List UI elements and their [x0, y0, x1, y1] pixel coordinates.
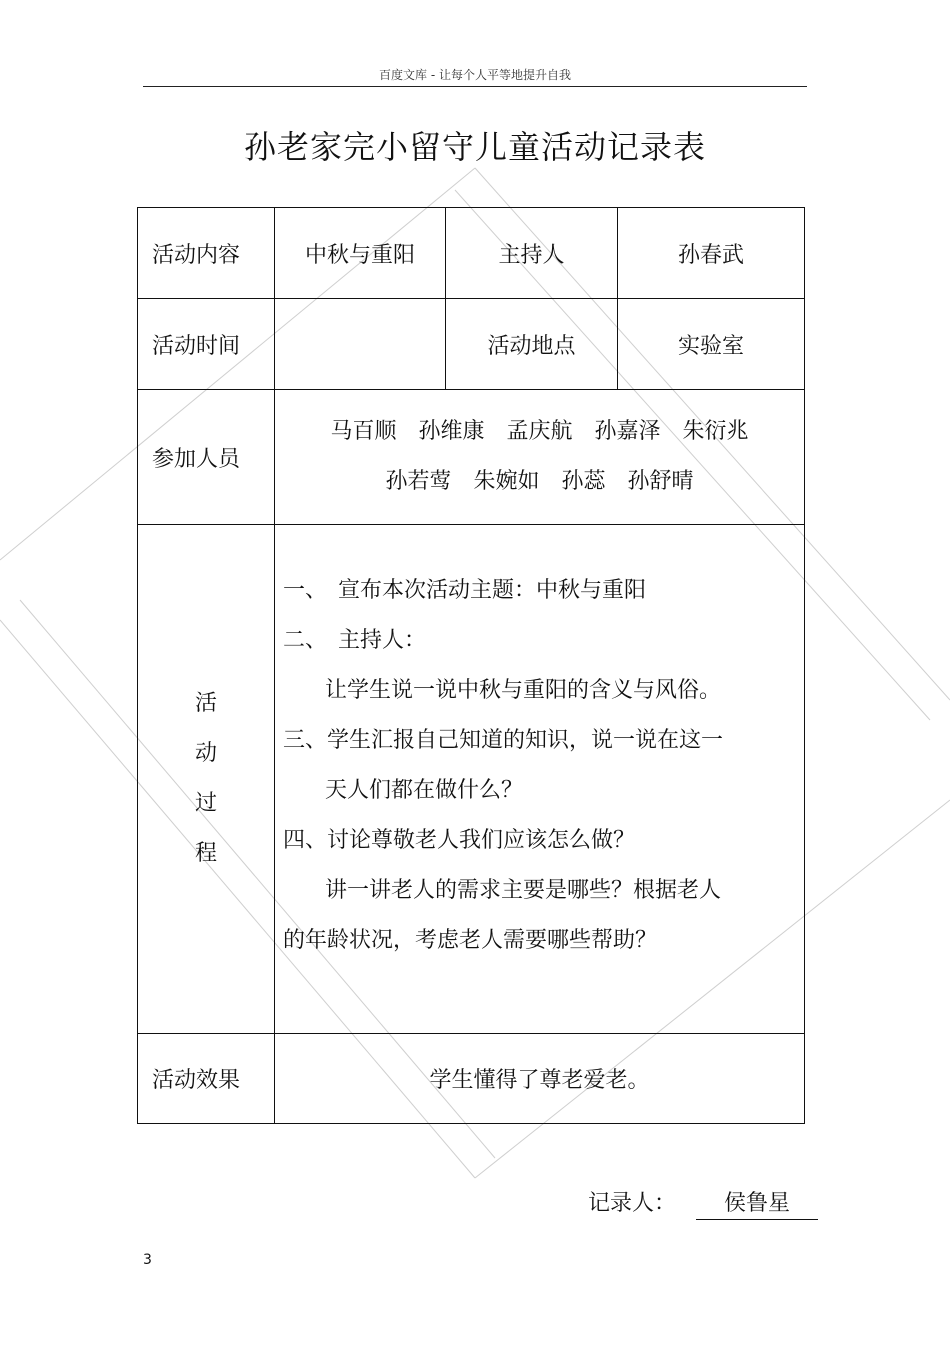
header-text: 百度文库 - 让每个人平等地提升自我 [379, 68, 571, 82]
effect-value: 学生懂得了尊老爱老。 [275, 1034, 805, 1124]
process-label-char: 程 [194, 841, 217, 866]
table-row [138, 525, 805, 1034]
process-line: 四、讨论尊敬老人我们应该怎么做？ [283, 828, 636, 853]
table-row [138, 208, 805, 299]
activity-time-value [275, 299, 446, 390]
activity-record-table [137, 207, 805, 1124]
recorder-label: 记录人： [588, 1191, 677, 1216]
table-row [138, 299, 805, 390]
table-row [138, 1034, 805, 1124]
host-value: 孙春武 [618, 208, 805, 299]
table-row [138, 390, 805, 525]
process-line: 的年龄状况，考虑老人需要哪些帮助？ [283, 928, 658, 953]
process-line: 天人们都在做什么？ [325, 778, 524, 803]
activity-place-value: 实验室 [618, 299, 805, 390]
participants-label: 参加人员 [138, 390, 275, 525]
activity-content-value: 中秋与重阳 [275, 208, 446, 299]
participants-line: 马百顺 孙维康 孟庆航 孙嘉泽 朱衍兆 [330, 419, 749, 444]
page-title: 孙老家完小留守儿童活动记录表 [243, 128, 706, 166]
host-label: 主持人 [446, 208, 618, 299]
process-content [275, 525, 805, 1034]
process-line: 二、 主持人： [283, 628, 427, 653]
process-label-char: 过 [194, 791, 217, 816]
participants-value [275, 390, 805, 525]
process-label [138, 525, 275, 1034]
process-line: 三、学生汇报自己知道的知识，说一说在这一 [283, 728, 724, 753]
recorder [588, 1186, 818, 1220]
activity-place-label: 活动地点 [446, 299, 618, 390]
effect-label: 活动效果 [138, 1034, 275, 1124]
process-line: 一、 宣布本次活动主题：中秋与重阳 [283, 578, 647, 603]
header-divider [143, 86, 807, 87]
activity-time-label: 活动时间 [138, 299, 275, 390]
process-line: 讲一讲老人的需求主要是哪些？根据老人 [325, 878, 722, 903]
participants-line: 孙若莺 朱婉如 孙蕊 孙舒晴 [385, 469, 694, 494]
recorder-name: 侯鲁星 [696, 1189, 818, 1220]
process-label-char: 活 [194, 691, 217, 716]
page-number: 3 [143, 1252, 152, 1268]
process-line: 让学生说一说中秋与重阳的含义与风俗。 [325, 678, 722, 703]
process-label-char: 动 [194, 741, 217, 766]
activity-content-label: 活动内容 [138, 208, 275, 299]
